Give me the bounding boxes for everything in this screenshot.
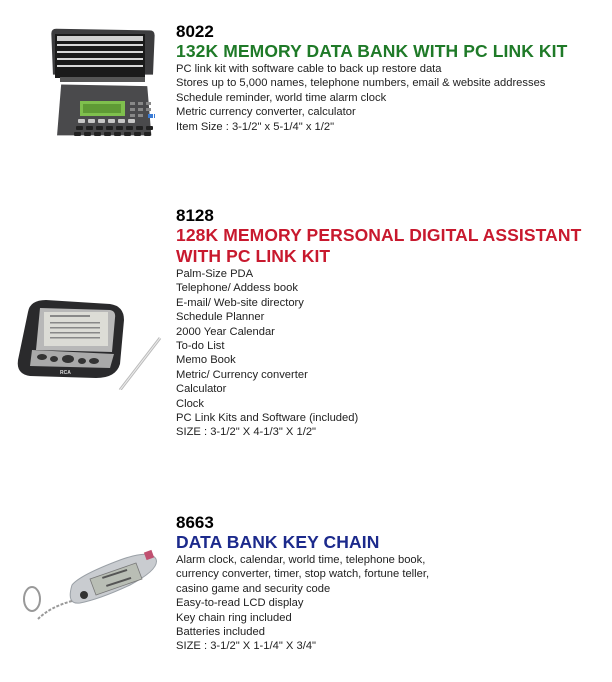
product-title: 132K MEMORY DATA BANK WITH PC LINK KIT [176,41,568,61]
feature-item: Telephone/ Addess book [176,282,298,295]
feature-item: To-do List [176,340,225,353]
feature-item: PC link kit with software cable to back up restore data [176,63,442,75]
feature-item: Memo Book [176,354,236,367]
feature-item: Clock [176,397,204,410]
electronic-organizer-image [30,14,155,139]
feature-item: Schedule reminder, world time alarm clock [176,91,387,104]
feature-item: Batteries included [176,626,265,639]
feature-list [176,62,567,134]
feature-list [176,267,581,440]
feature-list [176,553,429,654]
pda-with-stylus-image [10,290,170,390]
feature-item: Schedule Planner [176,311,265,324]
feature-item: currency converter, timer, stop watch, fortune teller, [176,568,430,581]
product-code: 8663 [176,513,214,532]
product-title: DATA BANK KEY CHAIN [176,532,380,552]
feature-item: Item Size : 3-1/2" x 5-1/4" x 1/2" [176,120,335,133]
feature-item: Alarm clock, calendar, world time, telephone book, [176,554,426,566]
feature-item: PC Link Kits and Software (included) [176,412,359,425]
product-title-line-2: WITH PC LINK KIT [176,246,331,266]
feature-item: Stores up to 5,000 names, telephone numbers, email & website addresses [176,77,546,90]
product-code: 8128 [176,206,214,225]
feature-item: Palm-Size PDA [176,268,254,280]
keychain-databank-image [10,535,160,635]
feature-item: Calculator [176,383,227,396]
feature-item: casino game and security code [176,582,331,595]
feature-item: 2000 Year Calendar [176,325,275,338]
feature-item: Easy-to-read LCD display [176,597,304,610]
feature-item: SIZE : 3-1/2" X 4-1/3" X 1/2" [176,426,317,439]
product-title-line-1: 128K MEMORY PERSONAL DIGITAL ASSISTANT [176,225,582,245]
feature-item: Key chain ring included [176,611,292,624]
feature-item: E-mail/ Web-site directory [176,296,304,309]
product-code: 8022 [176,22,214,41]
feature-item: Metric currency converter, calculator [176,106,356,119]
feature-item: SIZE : 3-1/2" X 1-1/4" X 3/4" [176,640,317,653]
feature-item: Metric/ Currency converter [176,368,308,381]
svg-text:RCA: RCA [60,370,71,376]
